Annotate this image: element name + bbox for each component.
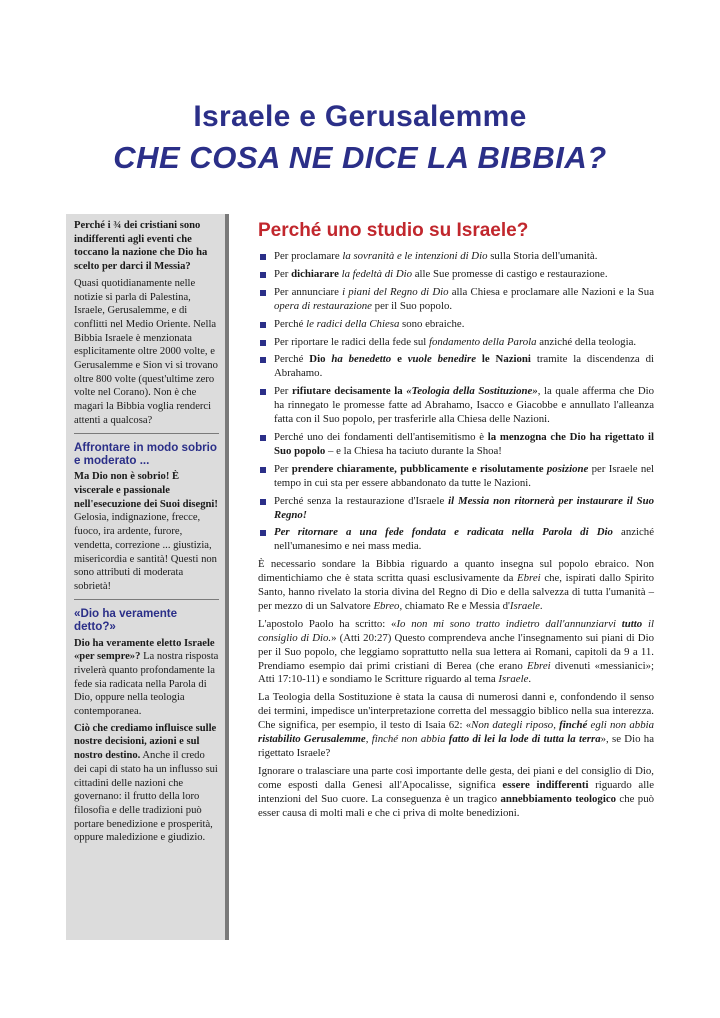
text-run: sono ebraiche. xyxy=(399,317,465,330)
text-run: Per xyxy=(274,462,292,475)
text-bold: e xyxy=(391,353,408,366)
sidebar-paragraph-3 xyxy=(74,637,219,719)
sidebar-text-3: La nostra risposta rivelerà quanto profondamente la fede sia radicata nella Parola di Dio, oppure nella teologia contemporanea. xyxy=(74,651,219,718)
text-run: sulla Storia dell'umanità. xyxy=(487,250,598,262)
text-bold: essere indifferenti xyxy=(502,778,589,791)
bullet-item xyxy=(258,250,654,264)
text-run: La Teologia della Sostituzione è stata la causa di numerosi danni e, confondendo il senso dei termini, impedisce un'interpretazione corretta del messaggio biblico nella sua interezza. Che significa, per esempio, il testo di Isaia 62: « xyxy=(258,691,654,732)
bullet-item xyxy=(258,526,654,554)
text-bold-italic: il Messia non ritornerà per instaurare il Suo Regno! xyxy=(274,494,654,521)
bullet-item xyxy=(258,318,654,332)
body-paragraph xyxy=(258,765,654,821)
text-italic: Io non mi sono tratto indietro dall'annunziarvi xyxy=(396,617,622,630)
text-italic: Ebrei xyxy=(517,572,541,585)
bullet-item xyxy=(258,268,654,282)
text-run: divenuti «messianici»; Atti 17:10-11) e sondiamo le Scritture riguardo al tema xyxy=(258,659,654,686)
text-bold-italic: «Teologia della Sostituzione» xyxy=(406,385,538,398)
text-bold-italic: ristabilito Gerusalemme xyxy=(258,733,366,746)
bullet-item xyxy=(258,463,654,491)
text-italic: i piani del Regno di Dio xyxy=(342,285,449,298)
body-paragraphs xyxy=(258,558,654,820)
text-run: . xyxy=(539,599,543,612)
bullet-item xyxy=(258,353,654,381)
text-italic: Israele xyxy=(498,673,529,686)
text-bold-italic: vuole benedire xyxy=(407,353,476,366)
title-line-2: CHE COSA NE DICE LA BIBBIA? xyxy=(113,140,607,175)
text-run: alle Sue promesse di castigo e restaurazione. xyxy=(412,267,608,280)
text-italic: la sovranità e le intenzioni di Dio xyxy=(342,250,488,262)
text-italic: Israele xyxy=(509,599,540,612)
sidebar-heading-2: Affrontare in modo sobrio e moderato ... xyxy=(74,440,217,467)
text-run: Perché uno dei fondamenti dell'antisemitismo è xyxy=(274,430,488,443)
text-italic: la fedeltà di Dio xyxy=(341,267,413,280)
bullet-item xyxy=(258,286,654,314)
text-italic: Ebreo xyxy=(373,599,400,612)
text-run: tramite la discendenza di Abrahamo. xyxy=(274,353,654,380)
bullet-item xyxy=(258,336,654,350)
text-bold: le Nazioni xyxy=(476,353,531,366)
text-run: L'apostolo Paolo ha scritto: « xyxy=(258,617,397,630)
sidebar-question-3: Dio ha veramente eletto Israele «per sempre»? xyxy=(74,637,215,663)
text-italic: Non dategli riposo, xyxy=(471,719,560,732)
section-heading: Perché uno studio su Israele? xyxy=(258,220,529,241)
body-paragraph xyxy=(258,618,654,688)
text-bold: dichiarare xyxy=(291,267,339,280)
sidebar-text-4: Anche il credo dei capi di stato ha un influsso sui cittadini delle nazioni che governano: il frutto della loro filosofia e delle tradizioni può portare benedizione e prosperità, oppure maledizione e giudizio. xyxy=(74,750,218,844)
text-italic: Ebrei xyxy=(527,659,551,672)
text-run: , chiamato Re e Messia d' xyxy=(399,599,510,612)
text-run: Per xyxy=(274,385,292,398)
text-bold-italic: Per ritornare a una fede fondata e radicata nella Parola di Dio xyxy=(274,526,613,539)
text-italic: fondamento della Parola xyxy=(428,335,537,348)
text-bold-italic: ha benedetto xyxy=(331,353,392,366)
text-run: per Israele nel tempo in cui sta per essere abbandonato da tutte le Nazioni. xyxy=(274,462,655,489)
text-italic: le radici della Chiesa xyxy=(306,317,400,330)
text-italic: , finché non abbia xyxy=(365,733,449,746)
sidebar-question-4: Ciò che crediamo influisce sulle nostre decisioni, azioni e sul nostro destino. xyxy=(74,722,217,762)
body-paragraph xyxy=(258,691,654,761)
text-run: anziché della teologia. xyxy=(536,335,637,348)
text-bold-italic: fatto di lei la lode di tutta la terra xyxy=(448,733,601,746)
text-run: – e la Chiesa ha taciuto durante la Shoa! xyxy=(325,444,502,457)
sidebar-heading-3: «Dio ha veramente detto?» xyxy=(74,606,178,634)
title-line-1: Israele e Gerusalemme xyxy=(193,100,527,133)
text-run: Per proclamare xyxy=(274,250,343,262)
text-run: per il Suo popolo. xyxy=(371,299,453,312)
text-run: È necessario sondare la Bibbia riguardo a quanto insegna sul popolo ebraico. Non dimentichiamo che è stata scritta quasi esclusivamente da xyxy=(258,558,654,585)
sidebar-paragraph-4 xyxy=(74,722,219,845)
sidebar-paragraph-2: Gelosia, indignazione, frecce, fuoco, ira ardente, furore, vendetta, correzione ... giustizia, misericordia e santità! Questi non sono attributi di moderata sobrietà! xyxy=(74,512,217,592)
bullet-item xyxy=(258,495,654,523)
text-run: che può esser causa di molti mali e che ci priva di molte benedizioni. xyxy=(258,792,654,819)
text-italic: opera di restaurazione xyxy=(274,299,372,312)
sidebar-box xyxy=(66,214,229,940)
text-run: anziché nell'umanesimo e nei mass media. xyxy=(274,526,654,553)
text-run: Per annunciare xyxy=(274,285,343,298)
text-bold: rifiutare decisamente la xyxy=(291,385,407,398)
text-run: . xyxy=(528,673,532,686)
text-bold-italic: tutto xyxy=(621,617,643,630)
sidebar-divider xyxy=(74,433,219,434)
text-run: » (Atti 20:27) Questo comprendeva anche l'insegnamento sui piani di Dio per il Suo popolo, che leggiamo soprattutto nella sua lettera ai Romani, capitoli da 9 a 11. Prendiamo esempio dai primi cristiani di Berea (che erano xyxy=(258,631,654,672)
text-bold-italic: finché xyxy=(559,719,588,732)
text-italic: il consiglio di Dio. xyxy=(258,617,654,644)
sidebar-paragraph-1: Quasi quotidianamente nelle notizie si parla di Palestina, Israele, Gerusalemme, e di conflitti nel Medio Oriente. Nella Bibbia Israele è menzionata esplicitamente oltre 2000 volte, e Gerusalemme e Sion vi si trovano oltre 800 volte (quest'ultime zero volte nel Corano). Non è che magari la Bibbia voglia renderci attenti a qualcosa? xyxy=(74,277,218,426)
body-paragraph xyxy=(258,558,654,614)
text-bold: la menzogna che Dio ha rigettato il Suo popolo xyxy=(274,430,654,457)
text-run: riguardo alle intenzioni del Suo cuore. La conseguenza è un tragico xyxy=(258,778,654,805)
text-run: che, ispirati dallo Spirito Santo, hanno rivelato la storia divina del Regno di Dio e della salvezza di tutta l'umanità – per mezzo di un Salvatore xyxy=(258,572,654,612)
text-run: Perché senza la restaurazione d'Israele xyxy=(274,494,449,507)
text-run: alla Chiesa e proclamare alle Nazioni e la Sua xyxy=(448,285,655,298)
text-bold: annebbiamento teologico xyxy=(500,792,617,805)
sidebar-question-1: Perché i ¾ dei cristiani sono indifferenti agli eventi che toccano la nazione che Dio ha scelto per darci il Messia? xyxy=(74,220,208,273)
bullet-list xyxy=(258,250,654,554)
text-run: Ignorare o tralasciare una parte così importante delle gesta, dei piani e del consiglio di Dio, come esposti dalla Genesi all'Apocalisse, significa xyxy=(258,764,654,791)
text-run: , la quale afferma che Dio ha rinnegato le promesse fatte ad Abrahamo, Isacco e Giacobbe e annullato l'alleanza fatta con il Suo popolo, per trasferirle alla Chiesa delle Nazioni. xyxy=(274,385,655,426)
text-italic: egli non abbia xyxy=(587,719,654,732)
text-run: », se Dio ha rigettato Israele? xyxy=(258,733,654,759)
text-bold: Dio xyxy=(309,353,332,366)
bullet-item xyxy=(258,431,654,459)
bullet-item xyxy=(258,385,654,427)
sidebar-divider xyxy=(74,599,219,600)
text-run: Per riportare le radici della fede sul xyxy=(274,335,429,348)
main-column xyxy=(258,220,654,825)
text-bold-italic: posizione xyxy=(546,462,589,475)
sidebar-question-2: Ma Dio non è sobrio! È viscerale e passionale nell'esecuzione dei Suoi disegni! xyxy=(74,471,218,510)
text-bold: prendere chiaramente, pubblicamente e risolutamente xyxy=(291,462,547,475)
text-run: Per xyxy=(274,267,292,280)
text-run: Perché xyxy=(274,353,310,366)
text-run: Perché xyxy=(274,317,307,330)
